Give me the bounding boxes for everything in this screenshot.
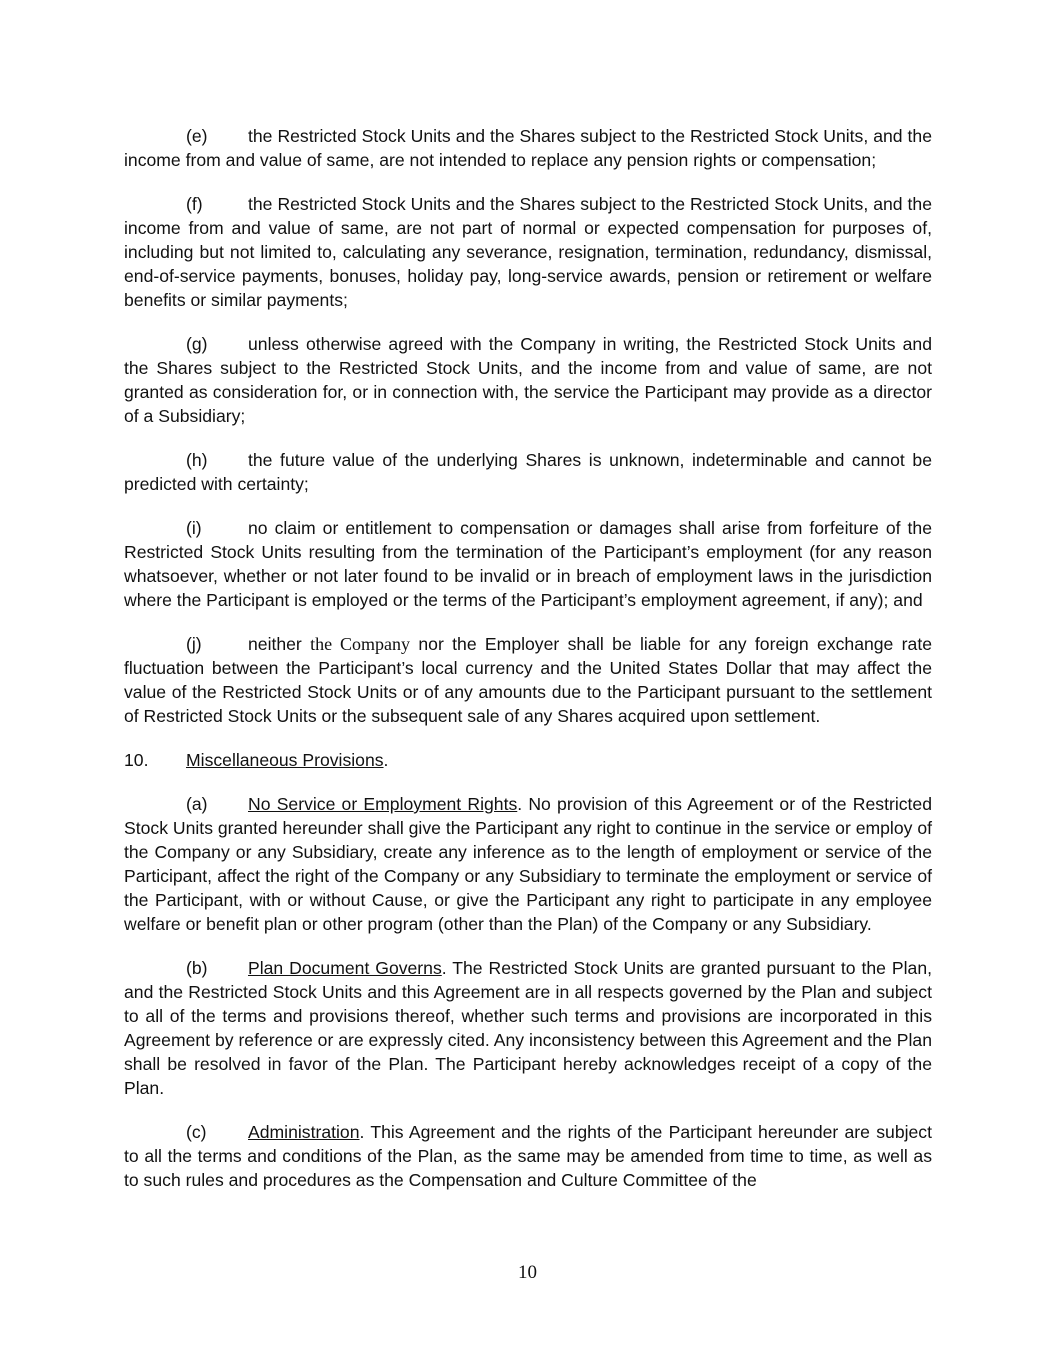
subsection-heading: Plan Document Governs — [248, 958, 442, 978]
section-number: 10. — [124, 750, 149, 770]
subsection-c — [124, 1120, 932, 1192]
clause-text: the Restricted Stock Units and the Shares subject to the Restricted Stock Units, and the income from and value of same, are not part of normal or expected compensation for purposes of, including but not limited to, calculating any severance, resignation, termination, redundancy, dismissal, end-of-service payments, bonuses, holiday pay, long-service awards, pension or retirement or welfare benefits or similar payments; — [124, 194, 932, 310]
section-title: Miscellaneous Provisions — [186, 750, 384, 770]
clause-label: (h) — [186, 450, 208, 470]
subsection-label: (c) — [186, 1122, 207, 1142]
subsection-text: . The Restricted Stock Units are granted pursuant to the Plan, and the Restricted Stock Units and this Agreement are in all respects governed by the Plan and subject to all of the terms and provisions thereof, whether such terms and provisions are incorporated in this Agreement by reference or are expressly cited. Any inconsistency between this Agreement and the Plan shall be resolved in favor of the Plan. The Participant hereby acknowledges receipt of a copy of the Plan. — [124, 958, 932, 1098]
subsection-label: (b) — [186, 958, 208, 978]
clause-f — [124, 192, 932, 312]
clause-j — [124, 632, 932, 728]
clause-text: the future value of the underlying Shares is unknown, indeterminable and cannot be predicted with certainty; — [124, 450, 932, 494]
clause-text-after: nor the Employer shall be liable for any foreign exchange rate fluctuation between the Participant’s local currency and the United States Dollar that may affect the value of the Restricted Stock Units or of any amounts due to the Participant pursuant to the settlement of Restricted Stock Units or the subsequent sale of any Shares acquired upon settlement. — [124, 634, 932, 726]
section-title-suffix: . — [383, 750, 389, 770]
clause-label: (i) — [186, 518, 202, 538]
subsection-heading: Administration — [248, 1122, 360, 1142]
subsection-heading: No Service or Employment Rights — [248, 794, 518, 814]
subsection-a — [124, 792, 932, 936]
clause-label: (e) — [186, 126, 208, 146]
clause-text-before: neither — [248, 634, 302, 654]
clause-text: the Restricted Stock Units and the Shares subject to the Restricted Stock Units, and the income from and value of same, are not intended to replace any pension rights or compensation; — [124, 126, 932, 170]
clause-label: (j) — [186, 634, 202, 654]
clause-g — [124, 332, 932, 428]
clause-e — [124, 124, 932, 172]
clause-label: (g) — [186, 334, 208, 354]
page-number: 10 — [518, 1262, 537, 1283]
clause-label: (f) — [186, 194, 203, 214]
clause-text: no claim or entitlement to compensation or damages shall arise from forfeiture of the Restricted Stock Units resulting from the termination of the Participant’s employment (for any reason whatsoever, whether or not later found to be invalid or in breach of employment laws in the jurisdiction where the Participant is employed or the terms of the Participant’s employment agreement, if any); and — [124, 518, 932, 610]
clause-i — [124, 516, 932, 612]
clause-text: unless otherwise agreed with the Company in writing, the Restricted Stock Units and the Shares subject to the Restricted Stock Units, and the income from and value of same, are not granted as consideration for, or in connection with, the service the Participant may provide as a director of a Subsidiary; — [124, 334, 932, 426]
subsection-label: (a) — [186, 794, 208, 814]
subsection-text: . This Agreement and the rights of the Participant hereunder are subject to all the terms and conditions of the Plan, as the same may be amended from time to time, as well as to such rules and procedures as the Compensation and Culture Committee of the — [124, 1122, 932, 1190]
clause-text-company: the Company — [310, 634, 411, 654]
subsection-text: . No provision of this Agreement or of the Restricted Stock Units granted hereunder shall give the Participant any right to continue in the service or employ of the Company or any Subsidiary, create any inference as to the length of employment or service of the Participant, affect the right of the Company or any Subsidiary to terminate the employment or service of the Participant, with or without Cause, or give the Participant any right to participate in any employee welfare or benefit plan or other program (other than the Plan) of the Company or any Subsidiary. — [124, 794, 932, 934]
clause-h — [124, 448, 932, 496]
section-10-heading — [124, 748, 932, 772]
subsection-b — [124, 956, 932, 1100]
document-body — [124, 124, 932, 1212]
